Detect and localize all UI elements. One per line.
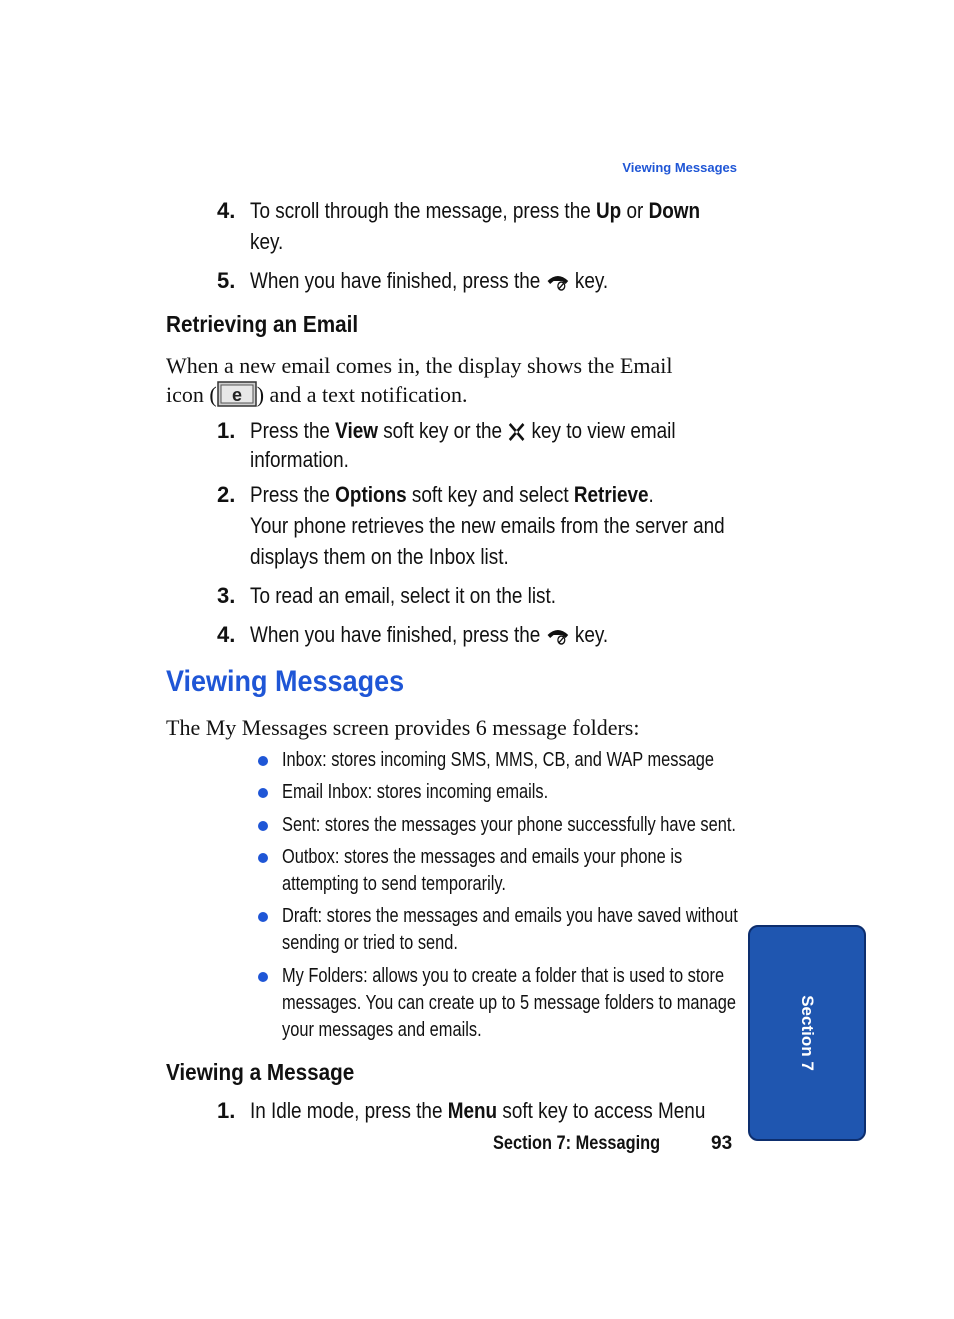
retrieving-intro-line1: When a new email comes in, the display shows the Email [166, 353, 673, 378]
email-icon [217, 381, 257, 407]
bullet-dot [258, 788, 268, 798]
footer-page-number: 93 [711, 1133, 733, 1154]
end-call-icon [546, 626, 570, 646]
bullet-dot [258, 972, 268, 982]
heading-viewing-a-message: Viewing a Message [166, 1059, 355, 1085]
bullet-dot [258, 853, 268, 863]
svg-text:e: e [231, 385, 242, 405]
bullet-dot [258, 912, 268, 922]
heading-retrieving-email: Retrieving an Email [166, 311, 359, 337]
bullet-dot [258, 756, 268, 766]
retrieving-intro-line2: icon ( e ) and a text notification. [166, 382, 468, 407]
navigation-key-icon [507, 422, 526, 442]
running-header: Viewing Messages [622, 160, 737, 175]
heading-viewing-messages: Viewing Messages [166, 665, 405, 698]
end-call-icon [546, 272, 570, 292]
bullet-dot [258, 821, 268, 831]
section-tab [748, 925, 866, 1141]
viewing-intro: The My Messages screen provides 6 message folders: [166, 715, 640, 740]
footer-section: Section 7: Messaging [493, 1133, 661, 1154]
section-tab-label: Section 7 [798, 995, 817, 1071]
